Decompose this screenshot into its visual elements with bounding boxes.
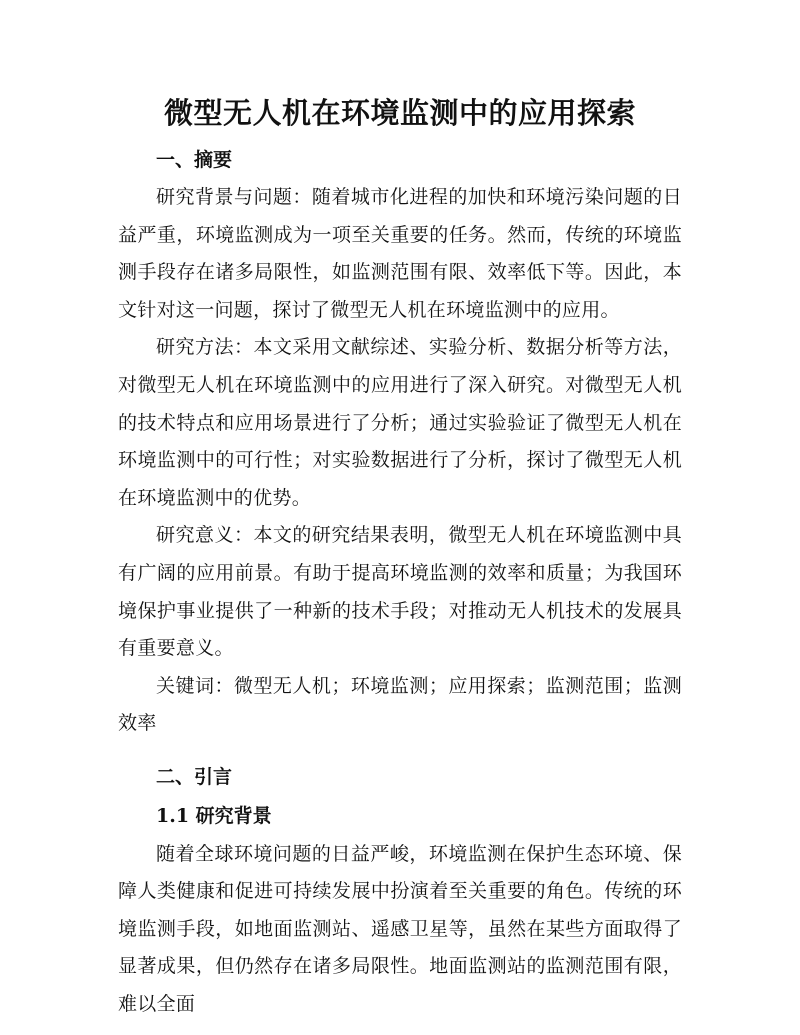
abstract-section xyxy=(118,142,682,743)
research-background-paragraph: 随着全球环境问题的日益严峻，环境监测在保护生态环境、保障人类健康和促进可持续发展中扮演着至关重要的角色。传统的环境监测手段，如地面监测站、遥感卫星等，虽然在某些方面取得了显著成果，但仍然存在诸多局限性。地面监测站的监测范围有限，难以全面 xyxy=(118,842,682,1015)
introduction-section xyxy=(118,759,682,1024)
abstract-method-paragraph: 研究方法：本文采用文献综述、实验分析、数据分析等方法，对微型无人机在环境监测中的应用进行了深入研究。对微型无人机的技术特点和应用场景进行了分析；通过实验验证了微型无人机在环境监测中的可行性；对实验数据进行了分析，探讨了微型无人机在环境监测中的优势。 xyxy=(118,336,682,509)
abstract-significance-paragraph: 研究意义：本文的研究结果表明，微型无人机在环境监测中具有广阔的应用前景。有助于提高环境监测的效率和质量；为我国环境保护事业提供了一种新的技术手段；对推动无人机技术的发展具有重要意义。 xyxy=(118,524,682,660)
introduction-heading: 二、引言 xyxy=(156,765,233,788)
document-title: 微型无人机在环境监测中的应用探索 xyxy=(163,96,636,130)
keywords-paragraph: 关键词：微型无人机；环境监测；应用探索；监测范围；监测效率 xyxy=(118,674,682,735)
abstract-heading: 一、摘要 xyxy=(156,149,233,171)
research-background-heading: 1.1 研究背景 xyxy=(156,804,272,827)
abstract-background-paragraph: 研究背景与问题：随着城市化进程的加快和环境污染问题的日益严重，环境监测成为一项至关重要的任务。然而，传统的环境监测手段存在诸多局限性，如监测范围有限、效率低下等。因此，本文针对这一问题，探讨了微型无人机在环境监测中的应用。 xyxy=(118,186,682,321)
